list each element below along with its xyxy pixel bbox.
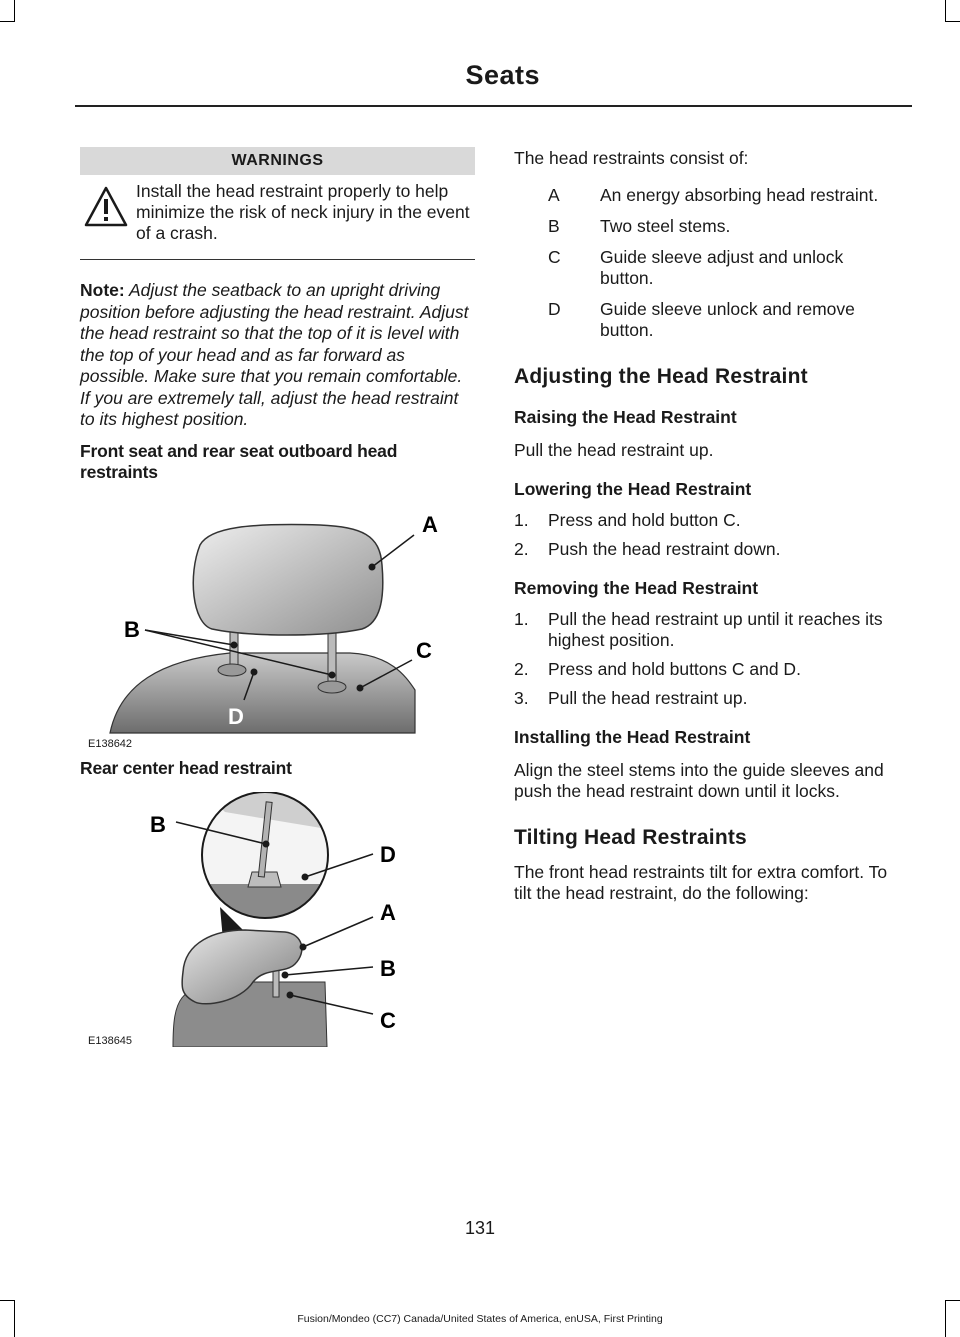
step-text: Pull the head restraint up. [548,688,748,708]
crop-mark [14,0,15,22]
component-text: Guide sleeve unlock and remove button. [600,299,855,340]
figure2-code: E138645 [88,1035,133,1047]
warning-divider [80,259,475,260]
component-letter: C [548,247,561,267]
step-item [514,659,909,680]
component-item [514,216,909,237]
component-item [514,247,909,289]
fig2-label-c: C [380,1008,396,1033]
component-letter: A [548,185,560,205]
component-text: Guide sleeve adjust and unlock button. [600,247,844,288]
fig1-label-c: C [416,638,432,663]
right-column [514,147,909,904]
guide-sleeve-d [218,664,246,676]
crop-mark [945,0,946,22]
step-text: Push the head restraint down. [548,539,781,559]
component-item [514,299,909,341]
crop-mark [0,21,14,22]
header-rule [75,105,912,107]
installing-text: Align the steel stems into the guide sleeves and push the head restraint down until it locks. [514,760,884,801]
lowering-steps [514,510,909,560]
installing-heading: Installing the Head Restraint [514,727,751,747]
step-item [514,688,909,709]
crop-mark [946,21,960,22]
figure2-heading: Rear center head restraint [80,758,292,778]
crop-mark [946,1300,960,1301]
step-number: 2. [514,659,529,679]
note-text: Adjust the seatback to an upright driving position before adjusting the head restraint. Adjust the head restraint so that the top of it is level with the top of your head and as far forward as possible. Make sure that you remain comfortable. If you are extremely tall, adjust the head restraint to its highest position. [80,280,469,429]
component-text: An energy absorbing head restraint. [600,185,879,205]
component-item [514,185,909,206]
raising-heading: Raising the Head Restraint [514,407,737,427]
figure1-heading: Front seat and rear seat outboard head restraints [80,440,398,482]
components-intro: The head restraints consist of: [514,148,749,168]
fig2-label-a: A [380,900,396,925]
page-number: 131 [464,1218,496,1238]
warning-triangle-icon [84,185,128,229]
left-column [80,147,475,483]
figure1-code: E138642 [88,738,133,750]
step-item [514,510,909,531]
fig2-label-d: D [380,842,396,867]
step-text: Pull the head restraint up until it reaches its highest position. [548,609,883,650]
fig1-label-d: D [228,704,244,729]
fig1-label-b: B [124,617,140,642]
note-label: Note: [80,280,125,300]
warning-box [80,181,475,243]
step-number: 1. [514,609,529,629]
component-letter: D [548,299,561,319]
tilting-text: The front head restraints tilt for extra comfort. To tilt the head restraint, do the following: [514,862,888,903]
step-text: Press and hold buttons C and D. [548,659,801,679]
rear-center-head-restraint-figure [145,792,455,1047]
step-text: Press and hold button C. [548,510,741,530]
step-number: 2. [514,539,529,559]
component-letter: B [548,216,560,236]
adjusting-heading: Adjusting the Head Restraint [514,365,808,388]
step-item [514,539,909,560]
step-item [514,609,909,651]
crop-mark [0,1300,14,1301]
head-restraint-shape [193,525,383,635]
guide-sleeve-c [318,681,346,693]
page-title: Seats [465,60,540,90]
lowering-heading: Lowering the Head Restraint [514,479,752,499]
note-paragraph [80,280,475,431]
step-number: 1. [514,510,529,530]
footer-text: Fusion/Mondeo (CC7) Canada/United States of America, enUSA, First Printing [297,1313,663,1325]
seatback-shape [110,653,415,733]
removing-steps [514,609,909,709]
front-head-restraint-figure [100,505,460,740]
warning-text: Install the head restraint properly to help minimize the risk of neck injury in the event of a crash. [136,181,470,243]
removing-heading: Removing the Head Restraint [514,578,759,598]
fig2-label-b-top: B [150,812,166,837]
warnings-heading: WARNINGS [80,147,475,175]
fig1-label-a: A [422,512,438,537]
raising-text: Pull the head restraint up. [514,440,714,460]
step-number: 3. [514,688,529,708]
components-list [514,185,909,341]
component-text: Two steel stems. [600,216,731,236]
fig2-label-b-bottom: B [380,956,396,981]
tilting-heading: Tilting Head Restraints [514,826,747,849]
